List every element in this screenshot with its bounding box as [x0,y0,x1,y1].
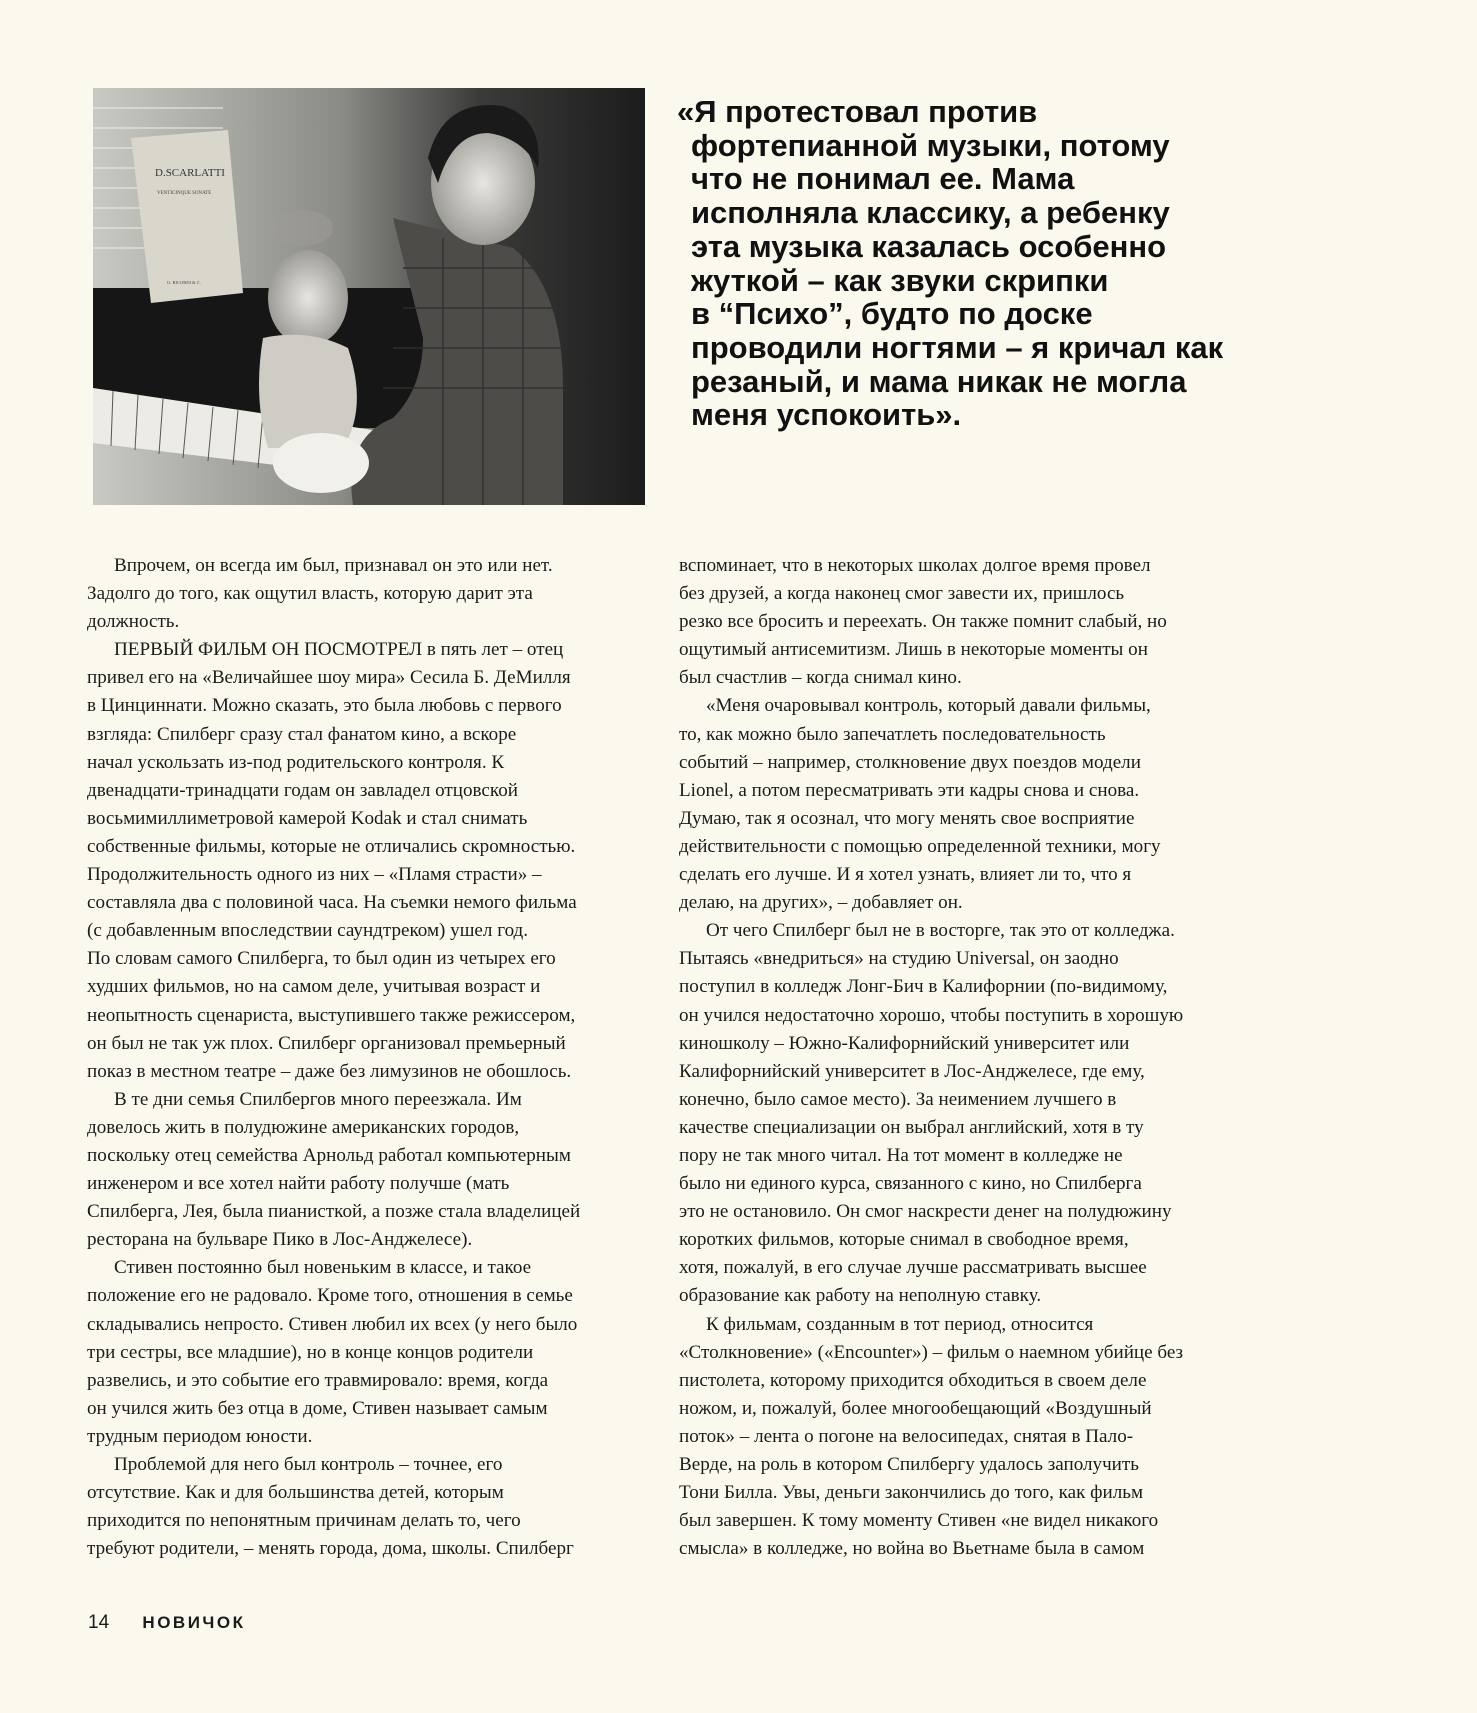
text-line: показ в местном театре – даже без лимузинов не обошлось. [87,1060,572,1082]
text-line: киношколу – Южно-Калифорнийский университет или [679,1032,1130,1054]
text-line: без друзей, а когда наконец смог завести их, пришлось [679,583,1125,605]
text-line: вспоминает, что в некоторых школах долгое время провел [679,555,1151,576]
article-column-right [679,552,1234,1563]
text-line: ресторана на бульваре Пико в Лос-Анджелесе). [87,1229,473,1251]
text-line: «Столкновение» («Encounter») – фильм о наемном убийце без [679,1341,1184,1363]
text-line: довелось жить в полудюжине американских городов, [87,1116,520,1138]
text-line: складывались непросто. Стивен любил их всех (у него было [87,1313,578,1335]
text-line: В те дни семья Спилбергов много переезжала. Им [114,1088,522,1110]
text-line: было ни единого курса, связанного с кино, но Спилберга [679,1173,1142,1195]
page-number: 14 [88,1612,110,1633]
quote-line: меня успокоить». [691,397,962,433]
text-line: «Меня очаровывал контроль, который давали фильмы, [706,695,1151,717]
quote-line: в “Психо”, будто по доске [691,296,1093,332]
text-line: делаю, на других», – добавляет он. [679,892,963,914]
text-line: начал ускользать из-под родительского контроля. К [87,751,505,773]
text-line: двенадцати-тринадцати годам он завладел отцовской [87,779,518,801]
text-line: Думаю, так я осознал, что могу менять свое восприятие [679,807,1135,829]
text-line: поток» – лента о погоне на велосипедах, снятая в Пало- [679,1425,1134,1447]
quote-line: эта музыка казалась особенно [691,228,1167,264]
text-line: образование как работу на неполную ставку. [679,1285,1042,1307]
text-line: неопытность сценариста, выступившего также режиссером, [87,1004,576,1026]
quote-line: проводили ногтями – я кричал как [691,329,1224,365]
text-line: конечно, было самое место). За неимением лучшего в [679,1088,1117,1110]
text-line: По словам самого Спилберга, то был один из четырех его [87,948,556,970]
text-line: поскольку отец семейства Арнольд работал компьютерным [87,1144,571,1166]
text-line: К фильмам, созданным в тот период, относится [706,1313,1094,1335]
text-line: восьмимиллиметровой камерой Kodak и стал снимать [87,807,528,829]
text-line: он был не так уж плох. Спилберг организовал премьерный [87,1032,566,1054]
text-line: он учился жить без отца в доме, Стивен называет самым [87,1397,548,1419]
quote-line: фортепианной музыки, потому [691,127,1170,163]
text-line: качестве специализации он выбрал английский, хотя в ту [679,1116,1144,1138]
photo-mother-child-piano [93,88,645,505]
text-line: Пытаясь «внедриться» на студию Universal, он заодно [679,948,1119,970]
text-line: худших фильмов, но на самом деле, учитывая возраст и [87,976,541,998]
text-line: Проблемой для него был контроль – точнее, его [114,1454,503,1475]
text-line: в Цинциннати. Можно сказать, это была любовь с первого [87,695,562,717]
text-line: ощутимый антисемитизм. Лишь в некоторые моменты он [679,639,1148,661]
text-line: привел его на «Величайшее шоу мира» Сесила Б. ДеМилля [87,667,571,689]
text-line: приходится по непонятным причинам делать то, чего [87,1510,521,1532]
quote-line: «Я протестовал против [677,94,1038,129]
text-line: инженером и все хотел найти работу получше (мать [87,1173,510,1195]
text-line: отсутствие. Как и для большинства детей, которым [87,1482,504,1504]
text-line: резко все бросить и переехать. Он также помнит слабый, но [679,611,1167,633]
text-line: взгляда: Спилберг сразу стал фанатом кино, а вскоре [87,723,517,745]
text-line: Задолго до того, как ощутил власть, которую дарит эта [87,583,533,605]
quote-line: что не понимал ее. Мама [691,161,1075,197]
text-line: (с добавленным впоследствии саундтреком) ушел год. [87,920,529,942]
text-line: составляла два с половиной часа. На съемки немого фильма [87,892,577,914]
sheet-music-composer: D.SCARLATTI [155,167,225,179]
text-line: Lionel, а потом пересматривать эти кадры снова и снова. [679,779,1140,801]
text-line: был завершен. К тому моменту Стивен «не видел никакого [679,1510,1159,1532]
text-line: это не остановило. Он смог наскрести денег на полудюжину [679,1201,1172,1223]
text-line: требуют родители, – менять города, дома, школы. Спилберг [87,1538,574,1560]
text-line: три сестры, все младшие), но в конце концов родители [87,1341,534,1363]
text-line: должность. [87,611,180,633]
page-footer [88,1612,245,1634]
text-line: он учился недостаточно хорошо, чтобы поступить в хорошую [679,1004,1184,1026]
text-line: собственные фильмы, которые не отличались скромностью. [87,835,576,857]
text-line: действительности с помощью определенной техники, могу [679,835,1161,857]
quote-line: исполняла классику, а ребенку [691,195,1170,231]
sheet-music-title: VENTICINQUE SONATE [157,191,212,196]
text-line: трудным периодом юности. [87,1425,313,1447]
text-line: пору не так много читал. На тот момент в колледже не [679,1144,1123,1166]
text-line: пистолета, которому приходится обходиться в своем деле [679,1369,1147,1391]
section-name: НОВИЧОК [142,1613,246,1632]
text-line: был счастлив – когда снимал кино. [679,667,962,689]
text-line: Впрочем, он всегда им был, признавал он это или нет. [114,555,553,576]
quote-line: резаный, и мама никак не могла [691,363,1187,399]
text-line: ПЕРВЫЙ ФИЛЬМ ОН ПОСМОТРЕЛ в пять лет – отец [114,639,564,661]
text-line: Спилберга, Лея, была пианисткой, а позже стала владелицей [87,1201,581,1223]
text-line: Стивен постоянно был новеньким в классе, и такое [114,1257,532,1279]
text-line: поступил в колледж Лонг-Бич в Калифорнии (по-видимому, [679,976,1168,998]
photo-mother-child-piano-icon [93,88,645,505]
text-line: Продолжительность одного из них – «Пламя страсти» – [87,864,542,886]
text-line: развелись, и это событие его травмировало: время, когда [87,1369,549,1391]
article-column-left [87,552,642,1563]
text-line: сделать его лучше. И я хотел узнать, влияет ли то, что я [679,864,1132,886]
text-line: Тони Билла. Увы, деньги закончились до того, как фильм [679,1482,1144,1504]
text-line: событий – например, столкновение двух поездов модели [679,751,1141,773]
text-line: смысла» в колледже, но война во Вьетнаме была в самом [679,1538,1145,1560]
text-line: ножом, и, пожалуй, более многообещающий «Воздушный [679,1397,1152,1419]
pull-quote [677,95,1277,432]
text-line: Калифорнийский университет в Лос-Анджелесе, где ему, [679,1060,1145,1082]
text-line: положение его не радовало. Кроме того, отношения в семье [87,1285,573,1307]
text-line: хотя, пожалуй, в его случае лучше рассматривать высшее [679,1257,1147,1279]
quote-line: жуткой – как звуки скрипки [691,262,1109,298]
text-line: коротких фильмов, которые снимал в свободное время, [679,1229,1129,1251]
text-line: Верде, на роль в котором Спилбергу удалось заполучить [679,1454,1139,1475]
text-line: то, как можно было запечатлеть последовательность [679,723,1106,745]
text-line: От чего Спилберг был не в восторге, так это от колледжа. [706,920,1175,942]
sheet-music-publisher: G. RICORDI & C. [167,280,201,285]
